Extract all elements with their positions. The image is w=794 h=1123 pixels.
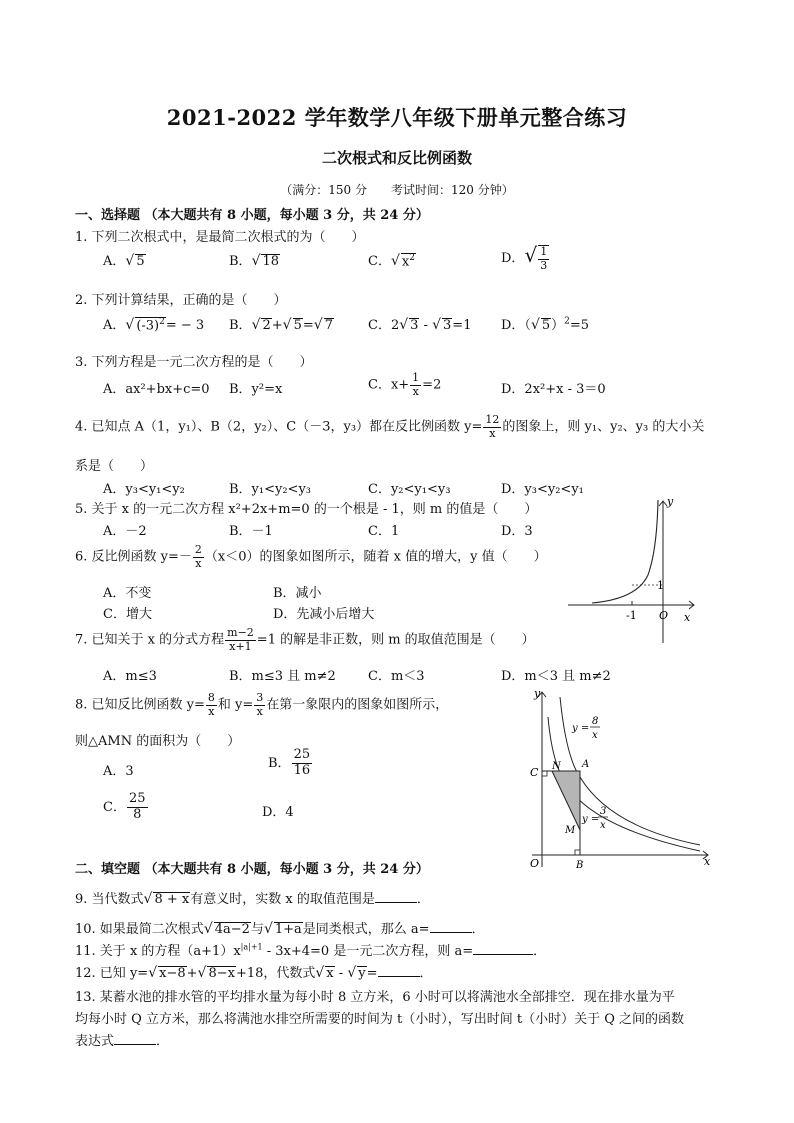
exam-meta: （满分：150 分 考试时间：120 分钟）: [280, 183, 514, 197]
question-8-figure: [520, 687, 720, 872]
question-7-stem: 7. 已知关于 x 的分式方程 $\frac{m-2}{x+1}$ =1 的解是非正数，则 m 的取值范围是（ ）: [75, 626, 535, 653]
fig6-1-label: 1: [657, 579, 664, 592]
section-fill-title: 二、填空题 （本大题共有 8 小题，每小题 3 分，共 24 分）: [75, 862, 429, 877]
question-3-option-c: C．x+ $\frac{1}{x}$ =2: [368, 371, 442, 398]
question-8-option-b: B． $\frac{25}{16}$: [268, 747, 311, 778]
question-3-option-a: A．ax²+bx+c=0: [103, 382, 210, 397]
question-13-line-1: 13. 某蓄水池的排水管的平均排水量为每小时 8 立方米，6 小时可以将满池水全部排空．现在排水量为平: [75, 990, 675, 1005]
question-2-option-d: D．（√ 5）$^2$=5: [501, 316, 590, 333]
fig8-a-label: A: [582, 759, 590, 770]
fig8-origin-label: O: [530, 857, 540, 870]
question-5-option-a: A．－2: [103, 524, 147, 539]
question-3-option-d: D．2x²+x - 3＝0: [501, 382, 606, 397]
answer-blank[interactable]: [473, 942, 533, 955]
question-9: 9. 当代数式√ 8 + x有意义时，实数 x 的取值范围是 ．: [75, 891, 430, 907]
question-1-option-b: B．√ 18: [229, 253, 280, 269]
question-5-option-d: D．3: [501, 524, 533, 539]
question-4-option-d: D．y₃<y₂<y₁: [501, 482, 584, 497]
question-7-option-a: A．m≤3: [103, 669, 157, 684]
fig6-origin-label: O: [659, 609, 669, 622]
question-2-option-c: C．2√ 3 - √ 3=1: [368, 317, 472, 333]
question-5-option-b: B．－1: [229, 524, 273, 539]
question-13-line-3: 表达式 ．: [75, 1034, 170, 1049]
question-4-stem: 4. 已知点 A（1，y₁）、B（2，y₂）、C（－3，y₃）都在反比例函数 y= $\frac{12}{x}$ 的图象上，则 y₁、y₂、y₃ 的大小关: [75, 413, 705, 440]
question-12: 12. 已知 y=√ x−8+√ 8−x+18，代数式√ x - √ y= ．: [75, 965, 433, 981]
page-title: 2021-2022 学年数学八年级下册单元整合练习: [166, 105, 628, 130]
answer-blank[interactable]: [375, 890, 417, 903]
question-2-option-a: A．√ $(-3)^2= - 3$: [103, 316, 205, 333]
answer-blank[interactable]: [378, 964, 420, 977]
hyperbola-curve: [592, 500, 658, 603]
question-13-line-2: 均每小时 Q 立方米，那么将满池水排空所需要的时间为 t（小时），写出时间 t（小时）关于 Q 之间的函数: [75, 1012, 685, 1027]
question-8-option-c: C． $\frac{25}{8}$: [103, 791, 146, 822]
right-angle-b: [575, 850, 580, 855]
fig8-x-label: x: [704, 855, 711, 868]
question-8-stem-cont: 则△AMN 的面积为（ ）: [75, 734, 241, 749]
fig8-m-label: M: [565, 825, 576, 836]
curve-y-8-over-x: [560, 697, 700, 845]
question-6-option-c: C．增大: [103, 607, 152, 622]
question-1-stem: 1. 下列二次根式中，是最简二次根式的为（ ）: [75, 230, 365, 245]
triangle-amn: [552, 771, 580, 830]
section-choice-title: 一、选择题 （本大题共有 8 小题，每小题 3 分，共 24 分）: [75, 208, 429, 223]
question-4-stem-cont: 系是（ ）: [75, 459, 154, 474]
question-8-stem: 8. 已知反比例函数 y= $\frac{8}{x}$ 和 y= $\frac{3}{x}$ 在第一象限内的图象如图所示，: [75, 691, 449, 718]
question-7-option-b: B．m≤3 且 m≠2: [229, 669, 336, 684]
question-1-option-c: C．√ $x^2$: [368, 252, 415, 269]
fig8-label-1: y =: [572, 723, 590, 734]
question-6-stem: 6. 反比例函数 y=－ $\frac{2}{x}$ （x＜0）的图象如图所示，随着 x 值的增大，y 值（ ）: [75, 543, 547, 570]
fig6-minus-1-label: -1: [626, 609, 637, 622]
page-subtitle: 二次根式和反比例函数: [321, 149, 472, 167]
question-7-option-d: D．m＜3 且 m≠2: [501, 669, 611, 684]
fig6-y-label: y: [667, 495, 674, 508]
question-3-option-b: B．y²=x: [229, 382, 283, 397]
question-2-option-b: B．√ 2+√ 5=√ 7: [229, 317, 333, 333]
fig8-label-2-den: x: [600, 820, 606, 831]
right-angle-c: [542, 771, 547, 776]
fig8-label-1-num: 8: [592, 716, 599, 727]
question-4-option-b: B．y₁<y₂<y₃: [229, 482, 312, 497]
question-4-option-c: C．y₂<y₁<y₃: [368, 482, 451, 497]
answer-blank[interactable]: [430, 920, 472, 933]
question-6-option-d: D．先减小后增大: [273, 607, 375, 622]
question-1-option-a: A．√ 5: [103, 253, 145, 269]
question-6-option-a: A．不变: [103, 586, 152, 601]
question-6-figure: [562, 495, 702, 645]
question-10: 10. 如果最简二次根式√ 4a−2与√ 1+a是同类根式，那么 a= ．: [75, 921, 485, 937]
question-5-option-c: C．1: [368, 524, 400, 539]
question-6-option-b: B．减小: [273, 586, 322, 601]
question-4-option-a: A．y₃<y₁<y₂: [103, 482, 185, 497]
question-8-option-d: D．4: [262, 805, 294, 820]
fig8-label-2-num: 3: [600, 806, 607, 817]
question-7-option-c: C．m＜3: [368, 669, 425, 684]
question-1-option-d: D．√ $\frac{1}{3}$: [501, 243, 548, 272]
question-8-option-a: A．3: [103, 764, 134, 779]
fig8-c-label: C: [530, 766, 539, 779]
fig8-label-2: y =: [582, 814, 600, 825]
answer-blank[interactable]: [114, 1032, 156, 1045]
question-3-stem: 3. 下列方程是一元二次方程的是（ ）: [75, 355, 313, 370]
question-5-stem: 5. 关于 x 的一元二次方程 x²+2x+m=0 的一个根是 - 1，则 m 的值是（ ）: [75, 502, 538, 517]
fig8-y-label: y: [534, 687, 541, 700]
question-11: 11. 关于 x 的方程$(a+1)x^{|a|+1} - 3x+4=0$ 是一元二次方程，则 a= ．: [75, 942, 547, 959]
fig6-x-label: x: [684, 611, 691, 624]
question-2-stem: 2. 下列计算结果，正确的是（ ）: [75, 293, 287, 308]
fig8-b-label: B: [576, 860, 584, 871]
fig8-label-1-den: x: [592, 730, 598, 741]
fig8-n-label: N: [552, 761, 561, 772]
